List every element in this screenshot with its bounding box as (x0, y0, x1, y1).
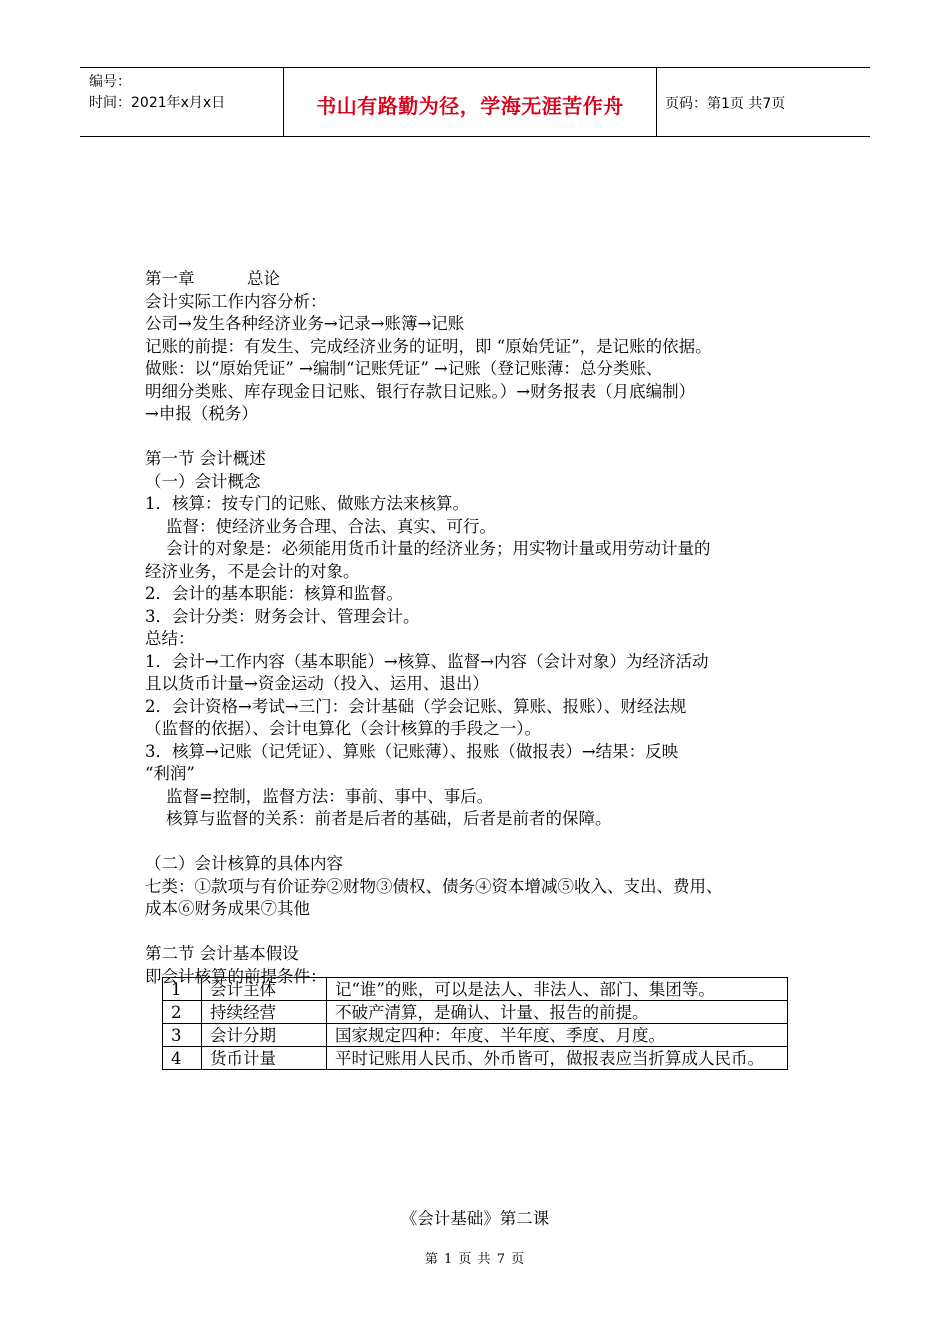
header-page-info: 页码：第1页 共7页 (665, 96, 786, 112)
row-name: 持续经营 (202, 1001, 327, 1024)
table-row (163, 1001, 788, 1024)
text-line: →申报（税务） (145, 404, 258, 423)
date-label: 时间：2021年x月x日 (89, 95, 226, 111)
table-row (163, 978, 788, 1001)
text-line: 即会计核算的前提条件： (145, 966, 327, 986)
blank-line (145, 921, 825, 944)
text-line: 会计的对象是：必须能用货币计量的经济业务；用实物计量或用劳动计量的 (145, 539, 711, 558)
row-desc: 平时记账用人民币、外币皆可，做报表应当折算成人民币。 (327, 1047, 788, 1070)
row-name: 会计主体 (202, 978, 327, 1001)
row-number: 2 (163, 1001, 202, 1024)
text-line: 3．核算→记账（记凭证）、算账（记账薄）、报账（做报表）→结果：反映 (145, 741, 679, 761)
table-row (163, 1024, 788, 1047)
text-line: 经济业务，不是会计的对象。 (145, 561, 360, 581)
assumptions-table (162, 977, 788, 1070)
blank-line (145, 426, 825, 449)
text-line: 2．会计资格→考试→三门：会计基础（学会记账、算账、报账）、财经法规 (145, 696, 687, 716)
row-desc: 不破产清算，是确认、计量、报告的前提。 (327, 1001, 788, 1024)
header-meta (89, 72, 225, 114)
text-line: 1．会计→工作内容（基本职能）→核算、监督→内容（会计对象）为经济活动 (145, 651, 709, 671)
text-line: 公司→发生各种经济业务→记录→账簿→记账 (145, 314, 465, 333)
subsection-title: （一）会计概念 (145, 471, 261, 491)
text-line: 明细分类账、库存现金日记账、银行存款日记账。）→财务报表（月底编制） (145, 381, 696, 401)
text-line: 会计实际工作内容分析： (145, 291, 327, 311)
page-footer: 第 1 页 共 7 页 (424, 1252, 526, 1267)
text-line: （监督的依据）、会计电算化（会计核算的手段之一）。 (145, 719, 541, 738)
text-line: 做账：以“原始凭证” →编制“记账凭证” →记账（登记账薄：总分类账、 (145, 359, 663, 378)
chapter-title: 第一章 总论 (145, 269, 280, 288)
row-desc: 国家规定四种：年度、半年度、季度、月度。 (327, 1024, 788, 1047)
text-line: 3．会计分类：财务会计、管理会计。 (145, 606, 420, 626)
header-motto: 书山有路勤为径，学海无涯苦作舟 (316, 94, 624, 118)
row-name: 会计分期 (202, 1024, 327, 1047)
section-title: 第一节 会计概述 (145, 449, 266, 468)
row-number: 1 (163, 978, 202, 1001)
blank-line (145, 831, 825, 854)
text-line: 监督=控制，监督方法：事前、事中、事后。 (145, 786, 494, 806)
row-name: 货币计量 (202, 1047, 327, 1070)
text-line: 监督：使经济业务合理、合法、真实、可行。 (145, 516, 496, 536)
text-line: 记账的前提：有发生、完成经济业务的证明，即 “原始凭证”，是记账的依据。 (145, 336, 712, 356)
number-label: 编号： (89, 74, 131, 90)
text-line: “利润” (145, 764, 195, 783)
row-desc: 记“谁”的账，可以是法人、非法人、部门、集团等。 (327, 978, 788, 1001)
text-line: 七类：①款项与有价证券②财物③债权、债务④资本增减⑤收入、支出、费用、 (145, 876, 723, 896)
header-divider (656, 68, 657, 136)
document-body (145, 268, 825, 988)
row-number: 4 (163, 1047, 202, 1070)
page-header (80, 67, 870, 137)
course-title: 《会计基础》第二课 (400, 1209, 550, 1228)
text-line: 1．核算：按专门的记账、做账方法来核算。 (145, 494, 469, 513)
text-line: 总结： (145, 629, 195, 648)
subsection-title: （二）会计核算的具体内容 (145, 854, 343, 873)
text-line: 核算与监督的关系：前者是后者的基础，后者是前者的保障。 (145, 809, 612, 828)
row-number: 3 (163, 1024, 202, 1047)
text-line: 且以货币计量→资金运动（投入、运用、退出） (145, 674, 489, 693)
section-title: 第二节 会计基本假设 (145, 944, 299, 963)
text-line: 成本⑥财务成果⑦其他 (145, 899, 310, 918)
text-line: 2．会计的基本职能：核算和监督。 (145, 584, 403, 603)
table-row (163, 1047, 788, 1070)
